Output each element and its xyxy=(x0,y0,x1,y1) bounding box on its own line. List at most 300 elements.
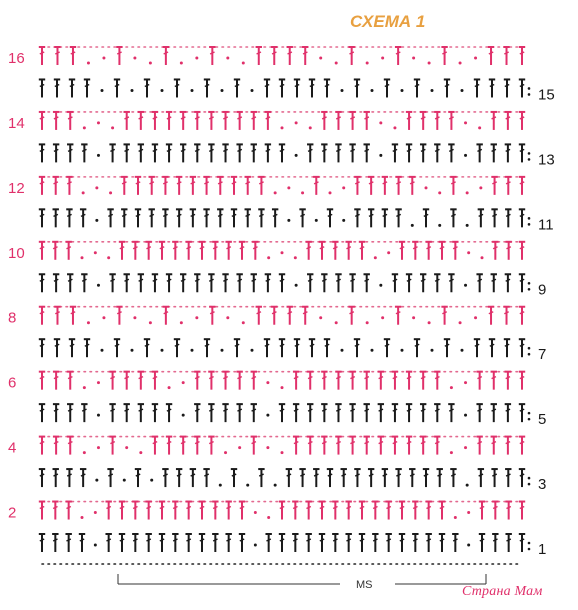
row-marker-dot xyxy=(528,418,531,421)
chain-dot xyxy=(294,256,297,259)
stitch-cross xyxy=(350,442,354,444)
stitch-cross xyxy=(85,84,89,86)
stitch-cross xyxy=(365,409,369,411)
stitch-cross xyxy=(365,442,369,444)
stitch-cross xyxy=(53,539,57,541)
stitch-cross xyxy=(223,279,227,281)
stitch-cross xyxy=(139,149,143,151)
stitch-cross xyxy=(453,539,457,541)
stitch-cross xyxy=(66,539,70,541)
repeat-label: MS xyxy=(356,579,373,591)
stitch-cross xyxy=(164,52,168,54)
chain-dot xyxy=(221,89,224,92)
stitch-cross xyxy=(421,279,425,281)
stitch-cross xyxy=(442,312,446,314)
stitch-cross xyxy=(393,377,397,379)
stitch-cross xyxy=(200,539,204,541)
chain-dot xyxy=(295,121,298,124)
stitch-cross xyxy=(55,84,59,86)
stitch-cross xyxy=(177,474,181,476)
chain-dot xyxy=(481,256,484,259)
stitch-cross xyxy=(492,377,496,379)
stitch-cross xyxy=(385,84,389,86)
stitch-cross xyxy=(308,279,312,281)
chain-dot xyxy=(295,154,298,157)
stitch-cross xyxy=(120,539,124,541)
chain-dot xyxy=(94,251,97,254)
chain-dot xyxy=(191,349,194,352)
stitch-cross xyxy=(365,149,369,151)
stitch-cross xyxy=(479,474,483,476)
stitch-cross xyxy=(308,442,312,444)
stitch-cross xyxy=(520,312,524,314)
chain-dot xyxy=(301,191,304,194)
stitch-cross xyxy=(310,84,314,86)
stitch-cross xyxy=(186,247,190,249)
stitch-cross xyxy=(492,117,496,119)
chain-dot xyxy=(461,349,464,352)
chain-dot xyxy=(81,256,84,259)
stitch-cross xyxy=(308,409,312,411)
stitch-cross xyxy=(505,84,509,86)
stitch-cross xyxy=(68,377,72,379)
chain-dot xyxy=(366,321,369,324)
stitch-cross xyxy=(426,507,430,509)
stitch-cross xyxy=(400,507,404,509)
stitch-cross xyxy=(259,214,263,216)
chain-dot xyxy=(87,321,90,324)
stitch-cross xyxy=(195,149,199,151)
stitch-cross xyxy=(54,442,58,444)
stitch-cross xyxy=(252,149,256,151)
stitch-cross xyxy=(200,247,204,249)
stitch-cross xyxy=(520,279,524,281)
stitch-cross xyxy=(115,344,119,346)
row-number: 8 xyxy=(8,309,17,327)
chain-dot xyxy=(109,191,112,194)
stitch-cross xyxy=(40,474,44,476)
chain-dot xyxy=(319,316,322,319)
stitch-cross xyxy=(333,539,337,541)
stitch-cross xyxy=(336,279,340,281)
chain-dot xyxy=(309,126,312,129)
stitch-cross xyxy=(435,377,439,379)
chain-dot xyxy=(341,89,344,92)
stitch-cross xyxy=(328,214,332,216)
stitch-cross xyxy=(294,409,298,411)
stitch-cross xyxy=(40,409,44,411)
stitch-cross xyxy=(350,377,354,379)
stitch-cross xyxy=(288,52,292,54)
stitch-cross xyxy=(492,442,496,444)
stitch-cross xyxy=(520,539,524,541)
stitch-cross xyxy=(54,117,58,119)
stitch-cross xyxy=(350,409,354,411)
stitch-cross xyxy=(383,474,387,476)
stitch-cross xyxy=(226,247,230,249)
stitch-cross xyxy=(280,409,284,411)
stitch-cross xyxy=(453,247,457,249)
stitch-cross xyxy=(177,182,181,184)
stitch-cross xyxy=(280,507,284,509)
chain-dot xyxy=(281,126,284,129)
stitch-cross xyxy=(173,539,177,541)
stitch-cross xyxy=(82,149,86,151)
stitch-cross xyxy=(320,539,324,541)
chain-dot xyxy=(438,224,441,227)
stitch-cross xyxy=(133,507,137,509)
stitch-cross xyxy=(54,149,58,151)
stitch-cross xyxy=(153,442,157,444)
stitch-cross xyxy=(342,474,346,476)
stitch-cross xyxy=(506,442,510,444)
stitch-cross xyxy=(70,344,74,346)
stitch-cross xyxy=(146,507,150,509)
stitch-cross xyxy=(163,214,167,216)
row-number: 2 xyxy=(8,504,17,522)
stitch-cross xyxy=(136,214,140,216)
chain-dot xyxy=(131,349,134,352)
stitch-cross xyxy=(252,377,256,379)
chain-dot xyxy=(97,154,100,157)
stitch-cross xyxy=(349,312,353,314)
stitch-cross xyxy=(449,279,453,281)
row-number: 13 xyxy=(538,151,555,169)
stitch-cross xyxy=(181,149,185,151)
stitch-cross xyxy=(218,182,222,184)
stitch-cross xyxy=(200,507,204,509)
stitch-cross xyxy=(520,474,524,476)
row-marker-dot xyxy=(528,217,531,220)
stitch-cross xyxy=(54,214,58,216)
stitch-cross xyxy=(373,507,377,509)
chain-dot xyxy=(101,349,104,352)
stitch-cross xyxy=(489,52,493,54)
stitch-cross xyxy=(223,409,227,411)
row-marker-dot xyxy=(528,483,531,486)
stitch-cross xyxy=(173,247,177,249)
stitch-cross xyxy=(505,344,509,346)
stitch-cross xyxy=(204,182,208,184)
stitch-cross xyxy=(451,182,455,184)
chain-dot xyxy=(281,386,284,389)
stitch-cross xyxy=(413,247,417,249)
stitch-cross xyxy=(396,312,400,314)
stitch-cross xyxy=(82,409,86,411)
chain-dot xyxy=(226,57,229,60)
chain-dot xyxy=(379,121,382,124)
stitch-cross xyxy=(186,539,190,541)
chain-dot xyxy=(242,62,245,65)
chain-dot xyxy=(182,381,185,384)
stitch-cross xyxy=(175,344,179,346)
stitch-cross xyxy=(520,442,524,444)
chain-dot xyxy=(242,321,245,324)
stitch-cross xyxy=(252,409,256,411)
stitch-cross xyxy=(365,377,369,379)
stitch-cross xyxy=(306,539,310,541)
stitch-cross xyxy=(386,507,390,509)
chain-dot xyxy=(431,89,434,92)
stitch-cross xyxy=(413,539,417,541)
chain-dot xyxy=(466,191,469,194)
chain-dot xyxy=(131,89,134,92)
stitch-cross xyxy=(410,474,414,476)
row-marker-dot xyxy=(528,548,531,551)
stitch-cross xyxy=(438,474,442,476)
stitch-cross xyxy=(205,344,209,346)
stitch-cross xyxy=(295,84,299,86)
chain-dot xyxy=(281,251,284,254)
stitch-cross xyxy=(125,117,129,119)
stitch-cross xyxy=(393,409,397,411)
chain-dot xyxy=(125,446,128,449)
stitch-cross xyxy=(350,149,354,151)
stitch-cross xyxy=(293,507,297,509)
stitch-cross xyxy=(226,507,230,509)
stitch-cross xyxy=(133,247,137,249)
chain-dot xyxy=(374,256,377,259)
stitch-cross xyxy=(396,474,400,476)
chain-dot xyxy=(95,479,98,482)
stitch-cross xyxy=(346,539,350,541)
stitch-cross xyxy=(280,279,284,281)
stitch-cross xyxy=(355,344,359,346)
stitch-cross xyxy=(506,474,510,476)
stitch-cross xyxy=(71,52,75,54)
stitch-cross xyxy=(40,442,44,444)
stitch-cross xyxy=(85,344,89,346)
stitch-cross xyxy=(54,377,58,379)
chain-dot xyxy=(266,414,269,417)
stitch-cross xyxy=(125,149,129,151)
chain-dot xyxy=(454,516,457,519)
chain-dot xyxy=(274,191,277,194)
stitch-cross xyxy=(504,52,508,54)
stitch-cross xyxy=(506,149,510,151)
chain-dot xyxy=(149,62,152,65)
chain-dot xyxy=(267,516,270,519)
stitch-cross xyxy=(167,117,171,119)
stitch-cross xyxy=(475,84,479,86)
chain-dot xyxy=(180,62,183,65)
stitch-cross xyxy=(164,312,168,314)
stitch-cross xyxy=(259,474,263,476)
stitch-cross xyxy=(415,84,419,86)
stitch-cross xyxy=(294,377,298,379)
stitch-cross xyxy=(181,117,185,119)
stitch-cross xyxy=(322,117,326,119)
stitch-cross xyxy=(480,507,484,509)
stitch-cross xyxy=(146,539,150,541)
stitch-cross xyxy=(280,84,284,86)
stitch-cross xyxy=(209,117,213,119)
chain-dot xyxy=(459,321,462,324)
chain-dot xyxy=(425,186,428,189)
stitch-cross xyxy=(336,149,340,151)
row-number: 15 xyxy=(538,86,555,104)
stitch-cross xyxy=(300,214,304,216)
chain-dot xyxy=(81,516,84,519)
stitch-cross xyxy=(68,409,72,411)
stitch-cross xyxy=(325,84,329,86)
row-marker-dot xyxy=(528,542,531,545)
chain-dot xyxy=(479,186,482,189)
stitch-cross xyxy=(506,214,510,216)
chain-dot xyxy=(464,381,467,384)
stitch-cross xyxy=(421,442,425,444)
stitch-cross xyxy=(396,182,400,184)
stitch-cross xyxy=(70,84,74,86)
chain-dot xyxy=(342,219,345,222)
stitch-cross xyxy=(445,84,449,86)
stitch-cross xyxy=(350,279,354,281)
stitch-cross xyxy=(421,117,425,119)
stitch-cross xyxy=(195,279,199,281)
stitch-cross xyxy=(314,182,318,184)
chain-dot xyxy=(238,446,241,449)
stitch-cross xyxy=(396,214,400,216)
row-number: 5 xyxy=(538,411,547,429)
stitch-cross xyxy=(153,409,157,411)
stitch-cross xyxy=(150,182,154,184)
stitch-cross xyxy=(365,117,369,119)
stitch-cross xyxy=(163,182,167,184)
stitch-cross xyxy=(153,279,157,281)
chain-dot xyxy=(150,479,153,482)
chain-dot xyxy=(94,511,97,514)
stitch-cross xyxy=(106,539,110,541)
stitch-cross xyxy=(410,182,414,184)
stitch-cross xyxy=(55,344,59,346)
stitch-cross xyxy=(122,182,126,184)
row-number: 9 xyxy=(538,281,547,299)
stitch-cross xyxy=(66,247,70,249)
stitch-cross xyxy=(489,312,493,314)
chain-dot xyxy=(281,451,284,454)
stitch-cross xyxy=(506,507,510,509)
stitch-cross xyxy=(493,507,497,509)
chain-dot xyxy=(161,89,164,92)
stitch-cross xyxy=(475,344,479,346)
chain-dot xyxy=(428,62,431,65)
stitch-cross xyxy=(237,279,241,281)
chain-dot xyxy=(342,186,345,189)
stitch-cross xyxy=(426,539,430,541)
stitch-cross xyxy=(139,279,143,281)
stitch-cross xyxy=(504,312,508,314)
chain-dot xyxy=(295,284,298,287)
stitch-cross xyxy=(237,149,241,151)
stitch-cross xyxy=(257,312,261,314)
chain-dot xyxy=(411,224,414,227)
chain-dot xyxy=(371,349,374,352)
stitch-cross xyxy=(407,409,411,411)
stitch-cross xyxy=(449,149,453,151)
row-marker-dot xyxy=(528,93,531,96)
stitch-cross xyxy=(369,182,373,184)
stitch-cross xyxy=(520,214,524,216)
chain-dot xyxy=(97,381,100,384)
chain-dot xyxy=(267,256,270,259)
chain-dot xyxy=(464,414,467,417)
chain-dot xyxy=(133,316,136,319)
stitch-cross xyxy=(167,149,171,151)
stitch-cross xyxy=(117,52,121,54)
chain-dot xyxy=(195,57,198,60)
chain-dot xyxy=(83,126,86,129)
stitch-cross xyxy=(346,507,350,509)
stitch-cross xyxy=(383,214,387,216)
stitch-cross xyxy=(355,474,359,476)
stitch-cross xyxy=(110,377,114,379)
stitch-cross xyxy=(160,247,164,249)
chain-dot xyxy=(101,89,104,92)
stitch-cross xyxy=(40,344,44,346)
stitch-cross xyxy=(257,52,261,54)
stitch-cross xyxy=(379,442,383,444)
chain-dot xyxy=(428,321,431,324)
stitch-cross xyxy=(320,507,324,509)
stitch-cross xyxy=(426,247,430,249)
stitch-cross xyxy=(520,507,524,509)
chain-dot xyxy=(371,89,374,92)
stitch-cross xyxy=(209,377,213,379)
stitch-cross xyxy=(273,214,277,216)
chain-dot xyxy=(466,484,469,487)
stitch-cross xyxy=(480,539,484,541)
stitch-cross xyxy=(136,474,140,476)
stitch-cross xyxy=(133,539,137,541)
stitch-cross xyxy=(205,84,209,86)
stitch-cross xyxy=(314,474,318,476)
stitch-cross xyxy=(223,149,227,151)
stitch-cross xyxy=(191,182,195,184)
chain-dot xyxy=(401,349,404,352)
chain-dot xyxy=(133,57,136,60)
row-number: 10 xyxy=(8,244,25,262)
stitch-cross xyxy=(204,474,208,476)
stitch-cross xyxy=(451,214,455,216)
stitch-cross xyxy=(308,149,312,151)
chain-dot xyxy=(102,57,105,60)
stitch-cross xyxy=(272,312,276,314)
stitch-cross xyxy=(336,409,340,411)
stitch-cross xyxy=(295,344,299,346)
stitch-cross xyxy=(68,279,72,281)
stitch-cross xyxy=(520,182,524,184)
stitch-cross xyxy=(108,474,112,476)
stitch-cross xyxy=(506,539,510,541)
stitch-cross xyxy=(385,344,389,346)
stitch-cross xyxy=(280,149,284,151)
stitch-cross xyxy=(252,442,256,444)
stitch-cross xyxy=(322,279,326,281)
stitch-cross xyxy=(393,442,397,444)
stitch-cross xyxy=(40,312,44,314)
chain-dot xyxy=(139,451,142,454)
stitch-cross xyxy=(81,474,85,476)
stitch-cross xyxy=(125,279,129,281)
chain-dot xyxy=(431,349,434,352)
chain-dot xyxy=(266,381,269,384)
chain-dot xyxy=(266,446,269,449)
stitch-cross xyxy=(440,247,444,249)
stitch-cross xyxy=(360,247,364,249)
stitch-cross xyxy=(226,539,230,541)
stitch-cross xyxy=(306,247,310,249)
stitch-cross xyxy=(53,507,57,509)
